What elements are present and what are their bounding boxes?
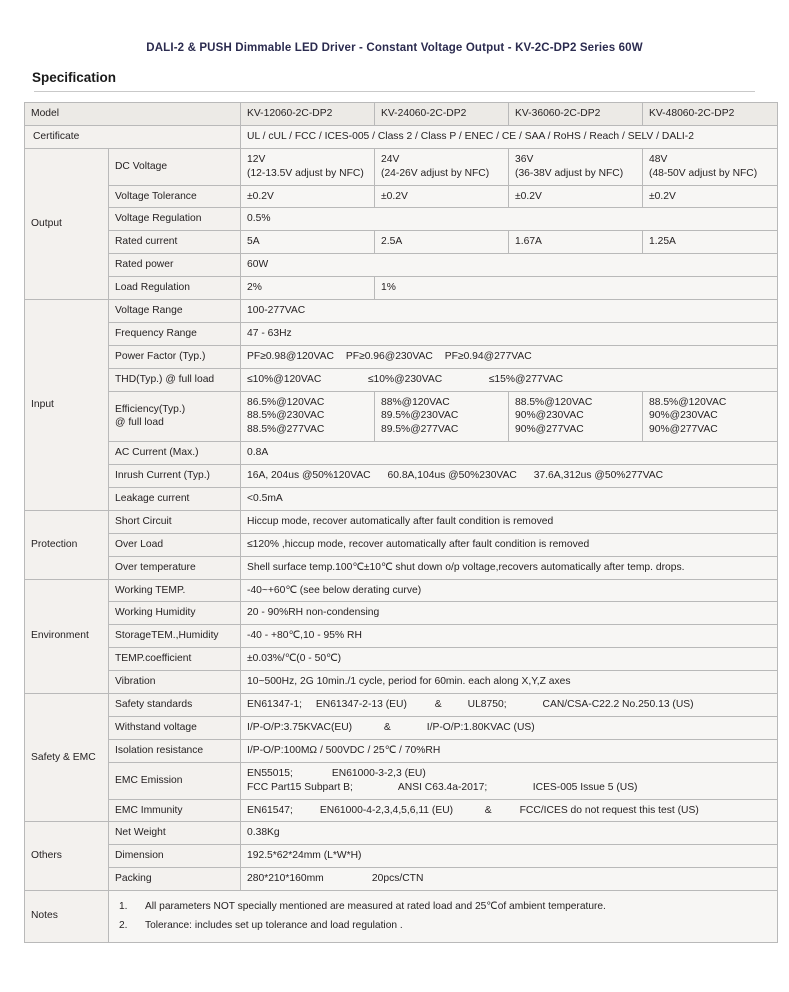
category-safety-emc: Safety & EMC bbox=[25, 694, 109, 822]
ac-current-value: 0.8A bbox=[241, 442, 778, 465]
category-environment: Environment bbox=[25, 579, 109, 693]
row-label-rated-power: Rated power bbox=[109, 254, 241, 277]
table-row bbox=[25, 556, 778, 579]
net-weight-value: 0.38Kg bbox=[241, 822, 778, 845]
row-label-over-temperature: Over temperature bbox=[109, 556, 241, 579]
category-others: Others bbox=[25, 822, 109, 891]
table-row bbox=[25, 254, 778, 277]
packing-value: 280*210*160mm 20pcs/CTN bbox=[241, 868, 778, 891]
voltage-tolerance-1: ±0.2V bbox=[241, 185, 375, 208]
row-label-storage-temp-humidity: StorageTEM.,Humidity bbox=[109, 625, 241, 648]
row-label-frequency-range: Frequency Range bbox=[109, 322, 241, 345]
safety-standards-value: EN61347-1; EN61347-2-13 (EU) & UL8750; CAN/CSA-C22.2 No.250.13 (US) bbox=[241, 694, 778, 717]
withstand-voltage-value: I/P-O/P:3.75KVAC(EU) & I/P-O/P:1.80KVAC (US) bbox=[241, 716, 778, 739]
dc-voltage-value-3: 36V (36-38V adjust by NFC) bbox=[509, 148, 643, 185]
table-row bbox=[25, 602, 778, 625]
table-row bbox=[25, 579, 778, 602]
table-row bbox=[25, 799, 778, 822]
row-label-voltage-regulation: Voltage Regulation bbox=[109, 208, 241, 231]
table-row bbox=[25, 510, 778, 533]
category-output: Output bbox=[25, 148, 109, 299]
list-item: 2. Tolerance: includes set up tolerance and load regulation . bbox=[119, 920, 403, 932]
emc-immunity-value: EN61547; EN61000-4-2,3,4,5,6,11 (EU) & FCC/ICES do not request this test (US) bbox=[241, 799, 778, 822]
row-label-safety-standards: Safety standards bbox=[109, 694, 241, 717]
category-notes: Notes bbox=[25, 891, 109, 943]
table-row bbox=[25, 231, 778, 254]
voltage-tolerance-2: ±0.2V bbox=[375, 185, 509, 208]
model-header-label: Model bbox=[25, 103, 241, 126]
dc-voltage-value-2: 24V (24-26V adjust by NFC) bbox=[375, 148, 509, 185]
row-label-dc-voltage: DC Voltage bbox=[109, 148, 241, 185]
voltage-range-value: 100-277VAC bbox=[241, 300, 778, 323]
rated-power-value: 60W bbox=[241, 254, 778, 277]
table-row bbox=[25, 762, 778, 799]
notes-cell bbox=[109, 891, 778, 943]
leakage-current-value: <0.5mA bbox=[241, 488, 778, 511]
over-temperature-value: Shell surface temp.100℃±10℃ shut down o/p voltage,recovers automatically after temp. drops. bbox=[241, 556, 778, 579]
row-label-load-regulation: Load Regulation bbox=[109, 277, 241, 300]
working-temp-value: -40~+60℃ (see below derating curve) bbox=[241, 579, 778, 602]
section-heading: Specification bbox=[32, 70, 117, 85]
page-title: DALI-2 & PUSH Dimmable LED Driver - Constant Voltage Output - KV-2C-DP2 Series 60W bbox=[146, 42, 643, 54]
vibration-value: 10~500Hz, 2G 10min./1 cycle, period for 60min. each along X,Y,Z axes bbox=[241, 671, 778, 694]
load-regulation-2: 1% bbox=[375, 277, 778, 300]
table-row bbox=[25, 465, 778, 488]
short-circuit-value: Hiccup mode, recover automatically after fault condition is removed bbox=[241, 510, 778, 533]
working-humidity-value: 20 - 90%RH non-condensing bbox=[241, 602, 778, 625]
rated-current-2: 2.5A bbox=[375, 231, 509, 254]
table-row bbox=[25, 208, 778, 231]
table-row bbox=[25, 716, 778, 739]
dc-voltage-value-4: 48V (48-50V adjust by NFC) bbox=[643, 148, 778, 185]
notes-list bbox=[115, 895, 771, 938]
efficiency-value-1: 86.5%@120VAC 88.5%@230VAC 88.5%@277VAC bbox=[241, 391, 375, 442]
rated-current-3: 1.67A bbox=[509, 231, 643, 254]
row-label-temp-coefficient: TEMP.coefficient bbox=[109, 648, 241, 671]
table-row bbox=[25, 277, 778, 300]
model-header-3: KV-36060-2C-DP2 bbox=[509, 103, 643, 126]
table-row bbox=[25, 300, 778, 323]
rated-current-1: 5A bbox=[241, 231, 375, 254]
table-row bbox=[25, 868, 778, 891]
row-label-withstand-voltage: Withstand voltage bbox=[109, 716, 241, 739]
table-row bbox=[25, 625, 778, 648]
table-header-row bbox=[25, 103, 778, 126]
row-label-dimension: Dimension bbox=[109, 845, 241, 868]
row-label-power-factor: Power Factor (Typ.) bbox=[109, 345, 241, 368]
rated-current-4: 1.25A bbox=[643, 231, 778, 254]
row-label-inrush-current: Inrush Current (Typ.) bbox=[109, 465, 241, 488]
row-label-vibration: Vibration bbox=[109, 671, 241, 694]
table-row bbox=[25, 185, 778, 208]
table-row bbox=[25, 648, 778, 671]
table-row bbox=[25, 533, 778, 556]
row-label-thd: THD(Typ.) @ full load bbox=[109, 368, 241, 391]
table-row bbox=[25, 345, 778, 368]
table-row bbox=[25, 368, 778, 391]
efficiency-value-3: 88.5%@120VAC 90%@230VAC 90%@277VAC bbox=[509, 391, 643, 442]
table-row bbox=[25, 391, 778, 442]
temp-coefficient-value: ±0.03%/℃(0 - 50℃) bbox=[241, 648, 778, 671]
row-label-short-circuit: Short Circuit bbox=[109, 510, 241, 533]
load-regulation-1: 2% bbox=[241, 277, 375, 300]
power-factor-value: PF≥0.98@120VAC PF≥0.96@230VAC PF≥0.94@277VAC bbox=[241, 345, 778, 368]
table-row bbox=[25, 739, 778, 762]
dc-voltage-value-1: 12V (12-13.5V adjust by NFC) bbox=[241, 148, 375, 185]
voltage-tolerance-3: ±0.2V bbox=[509, 185, 643, 208]
category-input: Input bbox=[25, 300, 109, 511]
model-header-1: KV-12060-2C-DP2 bbox=[241, 103, 375, 126]
frequency-range-value: 47 - 63Hz bbox=[241, 322, 778, 345]
model-header-4: KV-48060-2C-DP2 bbox=[643, 103, 778, 126]
row-label-voltage-range: Voltage Range bbox=[109, 300, 241, 323]
model-header-2: KV-24060-2C-DP2 bbox=[375, 103, 509, 126]
row-label-packing: Packing bbox=[109, 868, 241, 891]
table-row bbox=[25, 442, 778, 465]
specification-table bbox=[24, 102, 778, 943]
row-label-efficiency: Efficiency(Typ.) @ full load bbox=[109, 391, 241, 442]
table-row bbox=[25, 671, 778, 694]
row-label-voltage-tolerance: Voltage Tolerance bbox=[109, 185, 241, 208]
table-row bbox=[25, 148, 778, 185]
row-label-rated-current: Rated current bbox=[109, 231, 241, 254]
table-row bbox=[25, 845, 778, 868]
storage-temp-humidity-value: -40 - +80℃,10 - 95% RH bbox=[241, 625, 778, 648]
row-label-over-load: Over Load bbox=[109, 533, 241, 556]
voltage-regulation-value: 0.5% bbox=[241, 208, 778, 231]
row-label-leakage-current: Leakage current bbox=[109, 488, 241, 511]
list-item: 1. All parameters NOT specially mentioned are measured at rated load and 25℃of ambient temperature. bbox=[119, 901, 606, 913]
table-row bbox=[25, 125, 778, 148]
table-row bbox=[25, 891, 778, 943]
title-divider bbox=[34, 91, 755, 92]
table-row bbox=[25, 488, 778, 511]
row-label-emc-immunity: EMC Immunity bbox=[109, 799, 241, 822]
over-load-value: ≤120% ,hiccup mode, recover automatically after fault condition is removed bbox=[241, 533, 778, 556]
isolation-resistance-value: I/P-O/P:100MΩ / 500VDC / 25℃ / 70%RH bbox=[241, 739, 778, 762]
table-row bbox=[25, 822, 778, 845]
table-row bbox=[25, 694, 778, 717]
dimension-value: 192.5*62*24mm (L*W*H) bbox=[241, 845, 778, 868]
row-label-isolation-resistance: Isolation resistance bbox=[109, 739, 241, 762]
efficiency-value-2: 88%@120VAC 89.5%@230VAC 89.5%@277VAC bbox=[375, 391, 509, 442]
emc-emission-value: EN55015; EN61000-3-2,3 (EU) FCC Part15 Subpart B; ANSI C63.4a-2017; ICES-005 Issue 5 (US) bbox=[241, 762, 778, 799]
row-label-ac-current: AC Current (Max.) bbox=[109, 442, 241, 465]
row-label-working-humidity: Working Humidity bbox=[109, 602, 241, 625]
thd-value: ≤10%@120VAC ≤10%@230VAC ≤15%@277VAC bbox=[241, 368, 778, 391]
inrush-current-value: 16A, 204us @50%120VAC 60.8A,104us @50%230VAC 37.6A,312us @50%277VAC bbox=[241, 465, 778, 488]
certificate-value: UL / cUL / FCC / ICES-005 / Class 2 / Class P / ENEC / CE / SAA / RoHS / Reach / SELV / DALI-2 bbox=[241, 125, 778, 148]
row-label-working-temp: Working TEMP. bbox=[109, 579, 241, 602]
certificate-label: Certificate bbox=[25, 125, 241, 148]
category-protection: Protection bbox=[25, 510, 109, 579]
voltage-tolerance-4: ±0.2V bbox=[643, 185, 778, 208]
table-row bbox=[25, 322, 778, 345]
row-label-net-weight: Net Weight bbox=[109, 822, 241, 845]
efficiency-value-4: 88.5%@120VAC 90%@230VAC 90%@277VAC bbox=[643, 391, 778, 442]
row-label-emc-emission: EMC Emission bbox=[109, 762, 241, 799]
